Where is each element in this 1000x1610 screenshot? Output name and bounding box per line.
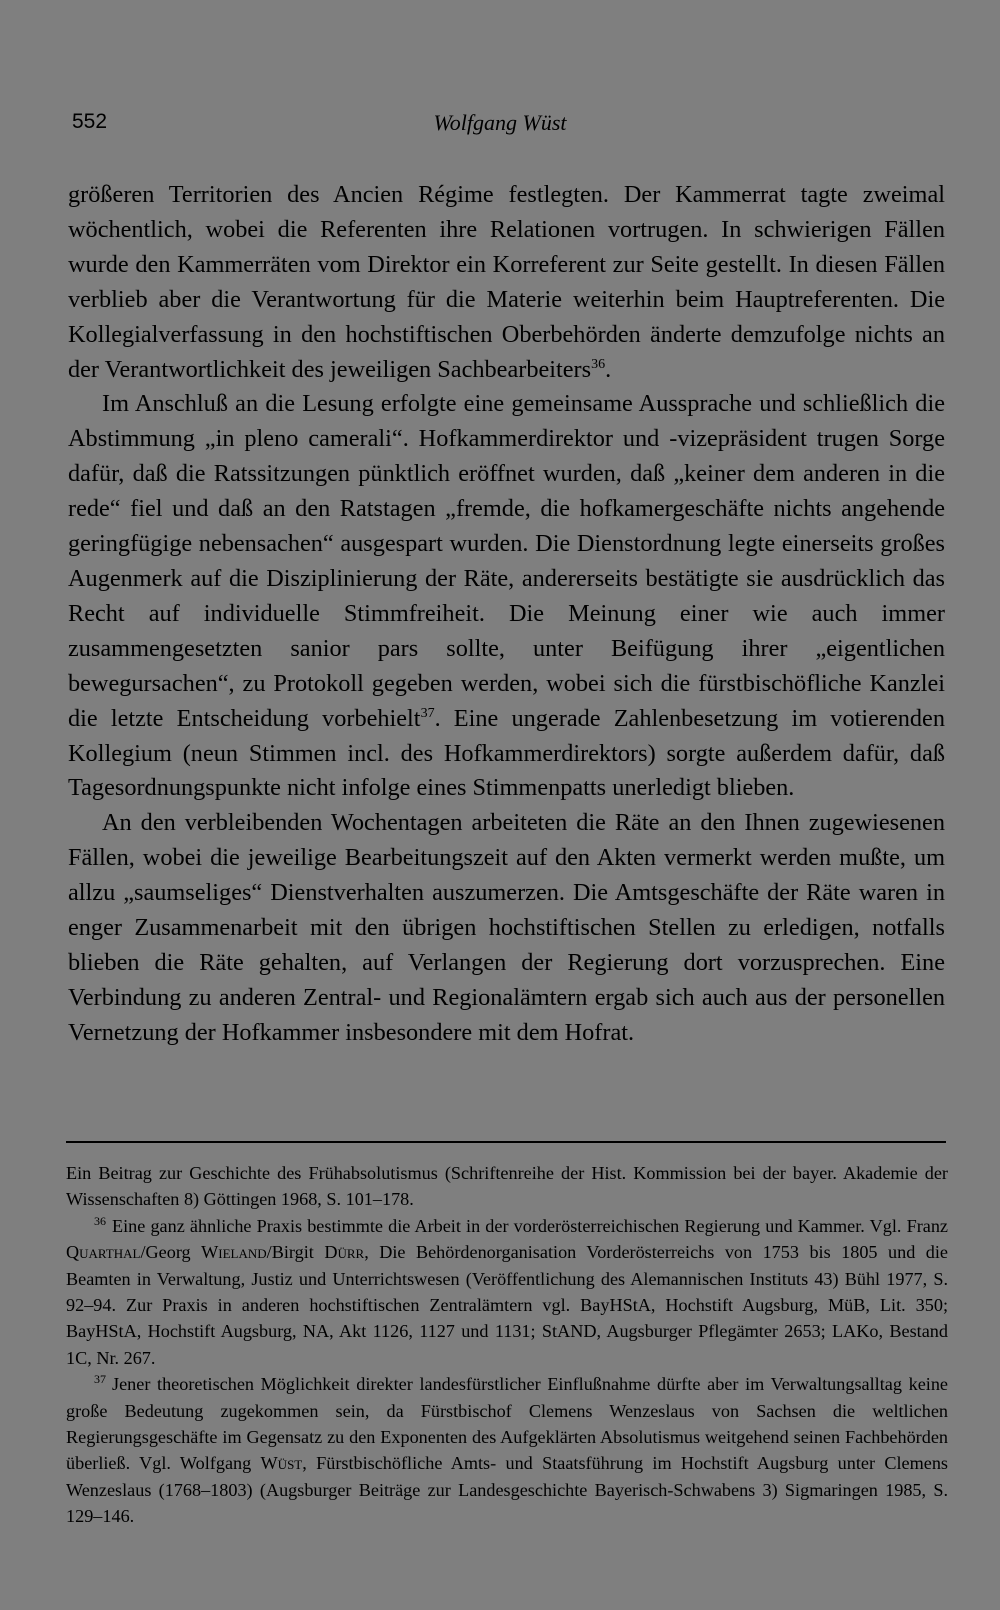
footnote-text: /Birgit bbox=[266, 1242, 325, 1263]
paragraph-text: . Eine ungerade Zahlenbesetzung im votierenden Kollegium (neun Stimmen incl. des Hofkammerdirektors) sorgte außerdem dafür, daß Tagesordnungspunkte nicht infolge eines Stimmenpatts unerledigt blieben. bbox=[68, 704, 945, 802]
body-text bbox=[68, 178, 945, 1051]
footnote-37 bbox=[66, 1371, 948, 1529]
author-name: Wüst bbox=[260, 1453, 303, 1474]
running-title-author: Wolfgang Wüst bbox=[433, 110, 567, 135]
footnote-text: /Georg bbox=[140, 1242, 202, 1263]
footnotes bbox=[66, 1160, 948, 1530]
paragraph bbox=[68, 178, 945, 806]
footnote-36 bbox=[66, 1213, 948, 1371]
paragraph: An den verbleibenden Wochentagen arbeiteten die Räte an den Ihnen zugewiesenen Fällen, wobei die jeweilige Bearbeitungszeit auf den Akten vermerkt werden mußte, um allzu „saumseliges“ Dienstverhalten auszumerzen. Die Amtsgeschäfte der Räte waren in enger Zusammenarbeit mit den übrigen hochstiftischen Stellen zu erledigen, notfalls blieben die Räte gehalten, auf Verlangen der Regierung dort vorzusprechen. Eine Verbindung zu anderen Zentral- und Regionalämtern ergab sich auch aus der personellen Vernetzung der Hofkammer insbesondere mit dem Hofrat. bbox=[68, 809, 945, 1046]
author-name: Quarthal bbox=[66, 1242, 141, 1263]
footnote-number: 36 bbox=[94, 1213, 106, 1228]
running-head bbox=[72, 110, 928, 142]
footnote-continuation: Ein Beitrag zur Geschichte des Frühabsolutismus (Schriftenreihe der Hist. Kommission bei der bayer. Akademie der Wissenschaften 8) Göttingen 1968, S. 101–178. bbox=[66, 1163, 948, 1210]
footnote-text: Jener theoretischen Möglichkeit direkter landesfürstlicher Einflußnahme dürfte aber im Verwaltungsalltag keine große Bedeutung zugekommen sein, da Fürstbischof Clemens Wenzeslaus von Sachsen die weltlichen Regierungsgeschäfte im Gegensatz zu den Exponenten des Aufgeklärten Absolutismus weitgehend seinen Fachbehörden überließ. Vgl. Wolfgang bbox=[66, 1374, 948, 1474]
footnote-text: Eine ganz ähnliche Praxis bestimmte die Arbeit in der vorderösterreichischen Regierung und Kammer. Vgl. Franz bbox=[112, 1215, 948, 1236]
author-name: Dürr bbox=[324, 1242, 365, 1263]
footnote-number: 37 bbox=[94, 1372, 106, 1387]
paragraph-text: größeren Territorien des Ancien Régime festlegten. Der Kammerrat tagte zweimal wöchentlich, wobei die Referenten ihre Relationen vortrugen. In schwierigen Fällen wurde den Kammerräten vom Direktor ein Korreferent zur Seite gestellt. In diesen Fällen verblieb aber die Verantwortung für die Materie weiterhin beim Hauptreferenten. Die Kollegialverfassung in den hochstiftischen Oberbehörden änderte demzufolge nichts an der Verantwortlichkeit des jeweiligen Sachbearbeiters bbox=[68, 181, 945, 383]
author-name: Wieland bbox=[201, 1242, 267, 1263]
paragraph-text: . bbox=[605, 355, 612, 383]
footnote-text: , Die Behördenorganisation Vorderösterreichs von 1753 bis 1805 und die Beamten in Verwaltung, Justiz und Unterrichtswesen (Veröffentlichung des Alemannischen Instituts 43) Bühl 1977, S. 92–94. Zur Praxis in anderen hochstiftischen Zentralämtern vgl. BayHStA, Hochstift Augsburg, MüB, Lit. 350; BayHStA, Hochstift Augsburg, NA, Akt 1126, 1127 und 1131; StAND, Augsburger Pflegämter 2653; LAKo, Bestand 1C, Nr. 267. bbox=[66, 1242, 948, 1368]
footnote-marker: 37 bbox=[420, 705, 435, 721]
footnote-separator bbox=[66, 1141, 946, 1143]
footnote-text: , Fürstbischöfliche Amts- und Staatsführung im Hochstift Augsburg unter Clemens Wenzeslaus (1768–1803) (Augsburger Beiträge zur Landesgeschichte Bayerisch-Schwabens 3) Sigmaringen 1985, S. 129–146. bbox=[66, 1453, 948, 1527]
paragraph-text: Im Anschluß an die Lesung erfolgte eine gemeinsame Aussprache und schließlich die Abstimmung „in pleno camerali“. Hofkammerdirektor und -vizepräsident trugen Sorge dafür, daß die Ratssitzungen pünktlich eröffnet wurden, daß „keiner dem anderen in die rede“ fiel und daß an den Ratstagen „fremde, die hofkamergeschäfte nichts angehende geringfügige nebensachen“ ausgespart wurden. Die Dienstordnung legte einerseits großes Augenmerk auf die Disziplinierung der Räte, andererseits bestätigte sie ausdrücklich das Recht auf individuelle Stimmfreiheit. Die Meinung einer wie auch immer zusammengesetzten sanior pars sollte, unter Beifügung ihrer „eigentlichen bewegursachen“, zu Protokoll gegeben werden, wobei sich die fürstbischöfliche Kanzlei die letzte Entscheidung vorbehielt bbox=[68, 390, 945, 732]
page-number: 552 bbox=[72, 110, 108, 133]
footnote-marker: 36 bbox=[591, 356, 606, 372]
